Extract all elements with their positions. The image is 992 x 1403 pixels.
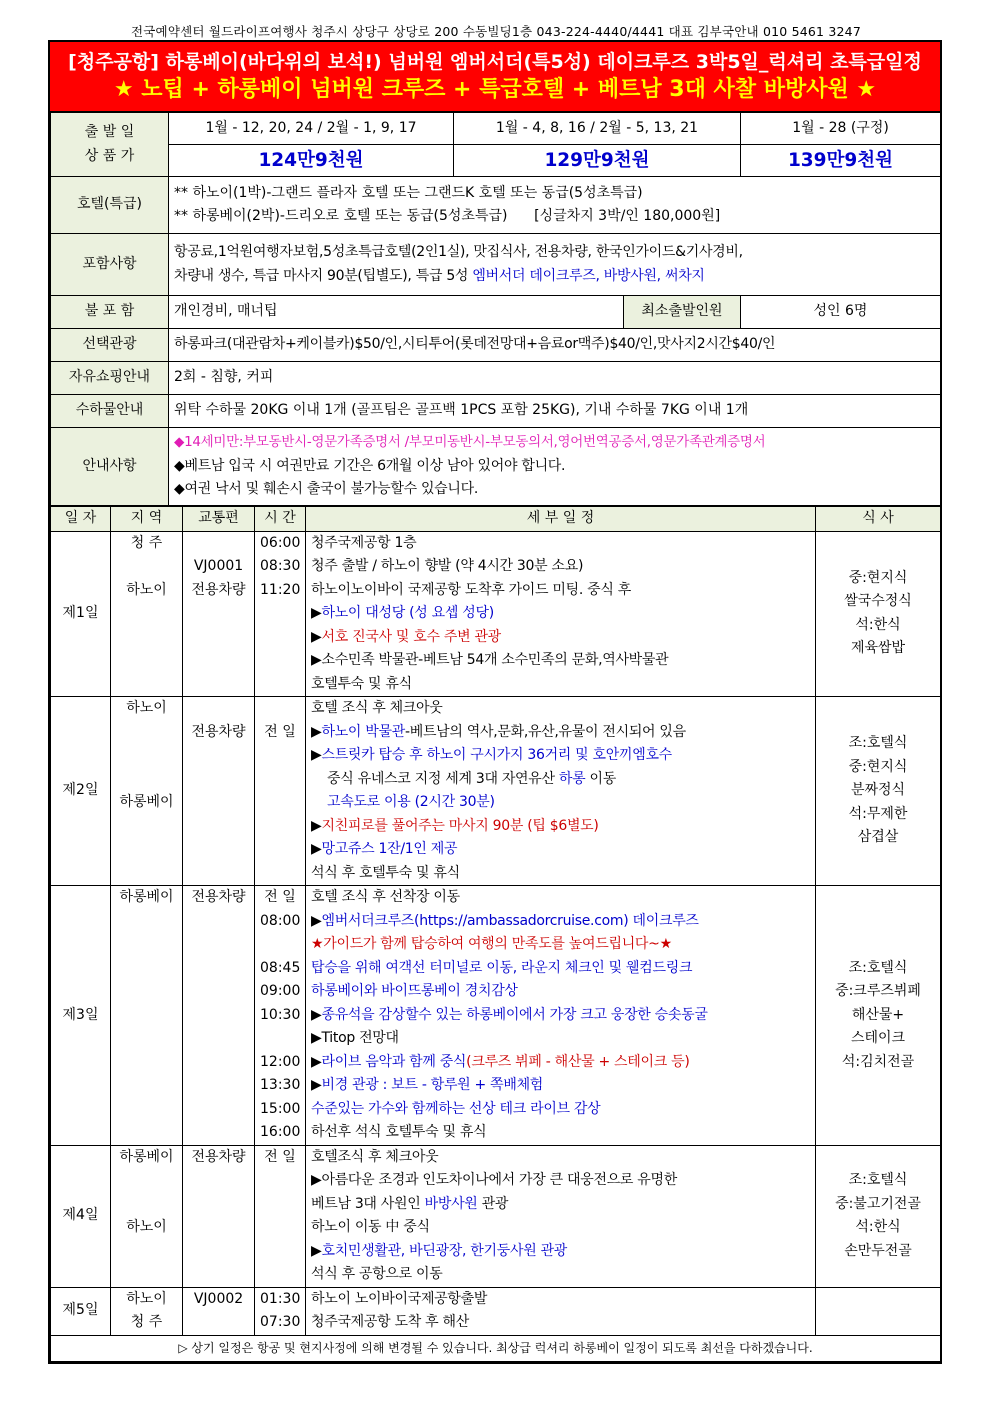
transport-item: 전용차량 [191, 1148, 246, 1165]
schedule-line [311, 1146, 810, 1170]
spacer [188, 697, 249, 721]
spacer [116, 1169, 177, 1193]
schedule-line [311, 1240, 810, 1264]
notice-line-minor: ◆14세미만:부모동반시-영문가족증명서 /부모미동반시-부모동의서,영어번역공증서,영문가족관계증명서 [174, 434, 766, 451]
spacer [260, 697, 300, 721]
time-item: 08:00 [260, 912, 301, 929]
schedule-text: 베트남 3대 사원인 [311, 1195, 425, 1212]
meal-item: 조:호텔식 [848, 959, 908, 976]
schedule-line [311, 1193, 810, 1217]
schedule-line [311, 626, 810, 650]
col-detail: 세 부 일 정 [306, 507, 816, 532]
schedule-line [311, 838, 810, 862]
schedule-text: 청주국제공항 도착 후 해산 [311, 1314, 469, 1330]
col-day: 일 자 [51, 507, 111, 532]
product-subtitle: ★ 노팁 + 하롱베이 넘버원 크루즈 + 특급호텔 + 베트남 3대 사찰 바방사원 ★ [113, 77, 877, 102]
region-next: 하롱베이 [119, 794, 174, 810]
day-label: 제1일 [51, 531, 111, 697]
schedule-line [311, 1263, 810, 1287]
notice-line-passport: ◆베트남 입국 시 여권만료 기간은 6개월 이상 남아 있어야 합니다. [174, 457, 566, 474]
schedule-text-tail: 관광 [477, 1195, 509, 1212]
col-meal: 식 사 [816, 507, 941, 532]
schedule-line [311, 980, 810, 1004]
day-details [306, 531, 816, 697]
schedule-line [311, 1288, 810, 1312]
time-item [260, 1027, 300, 1051]
included-line-2 [174, 265, 935, 289]
schedule-text: 엠버서더크루즈(https://ambassadorcruise.com) 데이크루즈 [321, 912, 699, 929]
schedule-text: 하노이 대성당 (성 요셉 성당) [321, 605, 494, 621]
info-table [50, 112, 941, 506]
schedule-line [311, 910, 810, 934]
transport-item: 전용차량 [191, 581, 246, 598]
schedule-line [311, 673, 810, 697]
schedule-text: 소수민족 박물관-베트남 54개 소수민족의 문화,역사박물관 [321, 652, 669, 668]
region-start: 하롱베이 [119, 889, 174, 905]
meal-item: 조:호텔식 [848, 1172, 908, 1188]
departure-dates-1: 1월 - 12, 20, 24 / 2월 - 1, 9, 17 [169, 113, 454, 145]
bullet-marker: ▶ [311, 747, 322, 763]
excluded-label: 불 포 함 [51, 296, 169, 329]
region-next: 하노이 [126, 1219, 167, 1235]
schedule-line [311, 1027, 810, 1051]
schedule-text: 스트릿카 탑승 후 하노이 구시가지 36거리 및 호안끼엠호수 [321, 747, 672, 763]
schedule-text: 아름다운 조경과 인도차이나에서 가장 큰 대웅전으로 유명한 [321, 1172, 677, 1188]
schedule-text: 석식 후 호텔투숙 및 휴식 [311, 864, 460, 881]
day-transport [183, 1287, 255, 1335]
departure-label: 출 발 일 [84, 124, 135, 140]
region-next: 청 주 [130, 1314, 163, 1330]
notice-label: 안내사항 [51, 428, 169, 506]
schedule-line [311, 1216, 810, 1240]
min-participants-label: 최소출발인원 [624, 296, 741, 329]
day-transport [183, 697, 255, 886]
min-participants-value: 성인 6명 [741, 296, 941, 329]
included-info [169, 234, 941, 296]
schedule-text: 청주 출발 / 하노이 향발 (약 4시간 30분 소요) [311, 558, 584, 574]
schedule-line [311, 1004, 810, 1028]
schedule-text: 고속도로 이용 (2시간 30분) [327, 794, 495, 810]
day-meals [816, 1145, 941, 1287]
footer-notice: ▷ 상기 일정은 항공 및 현지사정에 의해 변경될 수 있습니다. 최상급 럭셔리 하롱베이 일정이 되도록 최선을 다하겠습니다. [51, 1335, 941, 1361]
day-times [255, 531, 306, 697]
schedule-text-tail: 이동 [585, 770, 616, 787]
schedule-line [311, 649, 810, 673]
schedule-text: 망고쥬스 1잔/1인 제공 [321, 841, 458, 857]
included-line-2-a: 차량내 생수, 특급 마사지 90분(팁별도), 특급 5성 [174, 267, 473, 284]
spacer [116, 1193, 177, 1217]
day-row [51, 1287, 941, 1335]
price-3: 139만9천원 [741, 145, 941, 177]
meal-item: 석:김치전골 [841, 1053, 915, 1070]
schedule-text: 석식 후 공항으로 이동 [311, 1266, 443, 1282]
departure-dates-2: 1월 - 4, 8, 16 / 2월 - 5, 13, 21 [454, 113, 741, 145]
day-meals [816, 697, 941, 886]
transport-item: VJ0002 [193, 1290, 244, 1307]
transport-item: 전용차량 [191, 723, 246, 740]
bullet-marker: ▶ [311, 817, 322, 834]
schedule-line [311, 815, 810, 839]
schedule-text: Titop 전망대 [321, 1030, 399, 1046]
hotel-line-hanoi: ** 하노이(1박)-그랜드 플라자 호텔 또는 그랜드K 호텔 또는 동급(5성초특급) [174, 184, 643, 201]
bullet-marker: ▶ [311, 912, 322, 929]
time-item: 12:00 [260, 1053, 301, 1070]
bullet-marker: ▶ [311, 723, 322, 740]
time-item: 전 일 [264, 723, 296, 740]
schedule-text: 서호 진국사 및 호수 주변 관광 [321, 628, 501, 645]
day-meals [816, 886, 941, 1146]
schedule-line [311, 1121, 810, 1145]
bullet-marker: ▶ [311, 1006, 322, 1023]
region-start: 하노이 [126, 700, 167, 716]
time-item: 10:30 [260, 1006, 301, 1023]
day-transport [183, 531, 255, 697]
meal-item: 분짜정식 [850, 782, 906, 799]
schedule-text: 호치민생활관, 바딘광장, 한기둥사원 관광 [321, 1242, 568, 1259]
time-item: 전 일 [264, 1148, 296, 1165]
meal-item: 중:현지식 [848, 569, 908, 586]
day-region [111, 531, 183, 697]
col-region: 지 역 [111, 507, 183, 532]
day-row [51, 697, 941, 886]
baggage-label: 수하물안내 [51, 395, 169, 428]
day-label: 제5일 [51, 1287, 111, 1335]
schedule-line [311, 1169, 810, 1193]
transport-item: VJ0001 [193, 558, 244, 574]
schedule-line [311, 555, 810, 579]
day-times [255, 697, 306, 886]
bullet-marker: ▶ [311, 1172, 322, 1188]
bullet-marker: ▶ [311, 652, 322, 668]
hotel-line-halong: ** 하롱베이(2박)-드리오로 호텔 또는 동급(5성초특급) [싱글차지 3박/인 180,000원] [174, 208, 721, 224]
itinerary-days [51, 531, 941, 1335]
bullet-marker: ▶ [311, 1242, 322, 1259]
hotel-info [169, 177, 941, 234]
price-label: 상 품 가 [84, 147, 135, 164]
hotel-label: 호텔(특급) [51, 177, 169, 234]
spacer [116, 721, 177, 745]
schedule-line [311, 602, 810, 626]
schedule-line [311, 1051, 810, 1075]
time-item: 11:20 [260, 581, 301, 598]
included-label: 포함사항 [51, 234, 169, 296]
spacer [116, 555, 177, 579]
time-item: 06:00 [260, 534, 301, 551]
departure-price-label [51, 113, 169, 177]
day-details [306, 886, 816, 1146]
day-details [306, 697, 816, 886]
time-item: 16:00 [260, 1124, 301, 1140]
day-region [111, 1287, 183, 1335]
meal-item: 스테이크 [850, 1030, 906, 1046]
day-label: 제3일 [51, 886, 111, 1146]
spacer [188, 532, 249, 556]
schedule-text: 종유석을 감상할수 있는 하롱베이에서 가장 크고 웅장한 [321, 1006, 655, 1023]
schedule-highlight: 승솟동굴 [654, 1006, 708, 1023]
schedule-line [311, 1098, 810, 1122]
shopping-value: 2회 - 침향, 커피 [169, 362, 941, 395]
day-row [51, 531, 941, 697]
schedule-note: (크루즈 뷔페 - 해산물 + 스테이크 등) [466, 1053, 690, 1070]
meal-item: 중:현지식 [848, 758, 908, 775]
schedule-text: 호텔조식 후 체크아웃 [311, 1148, 439, 1165]
itinerary-sheet [48, 40, 942, 1364]
day-times [255, 1145, 306, 1287]
schedule-text: 호텔 조식 후 선착장 이동 [311, 889, 460, 905]
day-region [111, 697, 183, 886]
region-next: 하노이 [126, 581, 167, 598]
included-line-2-highlight: 엠버서더 데이크루즈, 바방사원, 써차지 [472, 267, 705, 284]
price-2: 129만9천원 [454, 145, 741, 177]
schedule-line [311, 791, 810, 815]
excluded-value: 개인경비, 매너팁 [169, 296, 624, 329]
itinerary-table [50, 506, 941, 1362]
schedule-text: 하노이노이바이 국제공항 도착후 가이드 미팅. 중식 후 [311, 581, 631, 598]
meal-item: 제육쌈밥 [850, 640, 906, 657]
day-meals [816, 1287, 941, 1335]
day-details [306, 1145, 816, 1287]
meal-item: 중:불고기전골 [835, 1195, 921, 1212]
time-item: 전 일 [264, 889, 296, 905]
meal-item: 해산물+ [851, 1006, 905, 1023]
meal-item: 조:호텔식 [848, 735, 908, 752]
bullet-marker: ▶ [311, 628, 322, 645]
meal-item: 삼겹살 [857, 829, 899, 846]
meal-item: 손만두전골 [844, 1242, 912, 1259]
meal-item: 중:크루즈뷔페 [835, 983, 921, 999]
meal-item: 석:무제한 [848, 805, 908, 822]
bullet-marker: ▶ [311, 1030, 322, 1046]
time-item: 15:00 [260, 1100, 301, 1117]
optional-tour-value: 하롱파크(대관람차+케이블카)$50/인,시티투어(롯데전망대+음료or맥주)$40/인,맛사지2시간$40/인 [169, 329, 941, 362]
col-time: 시 간 [255, 507, 306, 532]
agency-header-line: 전국예약센터 월드라이프여행사 청주시 상당구 상당로 200 수동빌딩1층 043-224-4440/4441 대표 김부국안내 010 5461 3247 [131, 24, 861, 39]
included-line-1: 항공료,1억원여행자보험,5성초특급호텔(2인1실), 맛집식사, 전용차량, 한국인가이드&기사경비, [174, 244, 743, 260]
schedule-text: 중식 유네스코 지정 세계 3대 자연유산 [327, 770, 559, 787]
schedule-line [311, 532, 810, 556]
schedule-text: 호텔 조식 후 체크아웃 [311, 700, 443, 716]
price-1: 124만9천원 [169, 145, 454, 177]
time-item: 13:30 [260, 1077, 301, 1093]
schedule-line [311, 1074, 810, 1098]
day-transport [183, 1145, 255, 1287]
day-details [306, 1287, 816, 1335]
schedule-line [311, 1311, 810, 1335]
spacer [116, 768, 177, 792]
transport-item: 전용차량 [191, 889, 246, 905]
schedule-text: 호텔투숙 및 휴식 [311, 675, 412, 692]
schedule-note: -베트남의 역사,문화,유산,유물이 전시되어 있음 [404, 723, 686, 740]
schedule-text: 하선후 석식 호텔투숙 및 휴식 [311, 1124, 487, 1140]
schedule-line [311, 744, 810, 768]
schedule-highlight: 바방사원 [424, 1195, 478, 1212]
time-item: 09:00 [260, 983, 301, 999]
bullet-marker: ▶ [311, 1077, 322, 1093]
schedule-text: 하노이 박물관 [321, 723, 405, 740]
shopping-label: 자유쇼핑안내 [51, 362, 169, 395]
day-region [111, 886, 183, 1146]
day-times [255, 1287, 306, 1335]
time-item: 01:30 [260, 1290, 301, 1307]
schedule-line [311, 768, 810, 792]
time-item: 08:45 [260, 959, 301, 976]
day-row [51, 1145, 941, 1287]
meal-item: 석:한식 [855, 616, 901, 633]
region-start: 청 주 [130, 534, 163, 551]
schedule-text: 하롱베이와 바이뜨롱베이 경치감상 [311, 983, 518, 999]
schedule-text: 청주국제공항 1층 [311, 534, 417, 551]
schedule-text: 비경 관광 : 보트 - 항루원 + 쪽배체험 [321, 1077, 544, 1093]
meal-item: 쌀국수정식 [844, 593, 912, 610]
schedule-text: 라이브 음악과 함께 중식 [321, 1053, 467, 1070]
schedule-line [311, 721, 810, 745]
day-region [111, 1145, 183, 1287]
time-item [260, 933, 300, 957]
schedule-text: 탑승을 위해 여객선 터미널로 이동, 라운지 체크인 및 웰컴드링크 [311, 959, 693, 976]
schedule-highlight: 하롱 [558, 770, 586, 787]
region-start: 하롱베이 [119, 1148, 174, 1165]
notice-info [169, 428, 941, 506]
day-times [255, 886, 306, 1146]
schedule-line [311, 933, 810, 957]
bullet-marker: ▶ [311, 841, 322, 857]
bullet-marker: ▶ [311, 1053, 322, 1070]
time-item: 07:30 [260, 1314, 301, 1330]
schedule-text: 하노이 이동 中 중식 [311, 1219, 430, 1235]
schedule-text: 수준있는 가수와 함께하는 선상 테크 라이브 감상 [311, 1100, 601, 1117]
product-title: [청주공항] 하롱베이(바다위의 보석!) 넘버원 엠버서더(특5성) 데이크루즈 3박5일_럭셔리 초특급일정 [68, 51, 922, 73]
schedule-line [311, 957, 810, 981]
title-banner [50, 42, 940, 112]
time-item: 08:30 [260, 558, 301, 574]
schedule-text: 하노이 노이바이국제공항출발 [311, 1290, 488, 1307]
schedule-text: ★가이드가 함께 탑승하여 여행의 만족도를 높여드립니다~★ [311, 936, 672, 952]
schedule-line [311, 862, 810, 886]
day-label: 제4일 [51, 1145, 111, 1287]
schedule-line [311, 697, 810, 721]
schedule-text: 지친피로를 풀어주는 마사지 90분 (팁 $6별도) [321, 817, 599, 834]
day-meals [816, 531, 941, 697]
meal-item: 석:한식 [855, 1219, 901, 1235]
departure-dates-3: 1월 - 28 (구정) [741, 113, 941, 145]
day-transport [183, 886, 255, 1146]
day-row [51, 886, 941, 1146]
schedule-line [311, 579, 810, 603]
baggage-value: 위탁 수하물 20KG 이내 1개 (골프팀은 골프백 1PCS 포함 25KG), 기내 수하물 7KG 이내 1개 [169, 395, 941, 428]
region-start: 하노이 [126, 1290, 167, 1307]
spacer [116, 744, 177, 768]
day-label: 제2일 [51, 697, 111, 886]
notice-line-damage: ◆여권 낙서 및 훼손시 출국이 불가능할수 있습니다. [174, 481, 478, 498]
schedule-line [311, 886, 810, 910]
bullet-marker: ▶ [311, 605, 322, 621]
col-transport: 교통편 [183, 507, 255, 532]
optional-tour-label: 선택관광 [51, 329, 169, 362]
